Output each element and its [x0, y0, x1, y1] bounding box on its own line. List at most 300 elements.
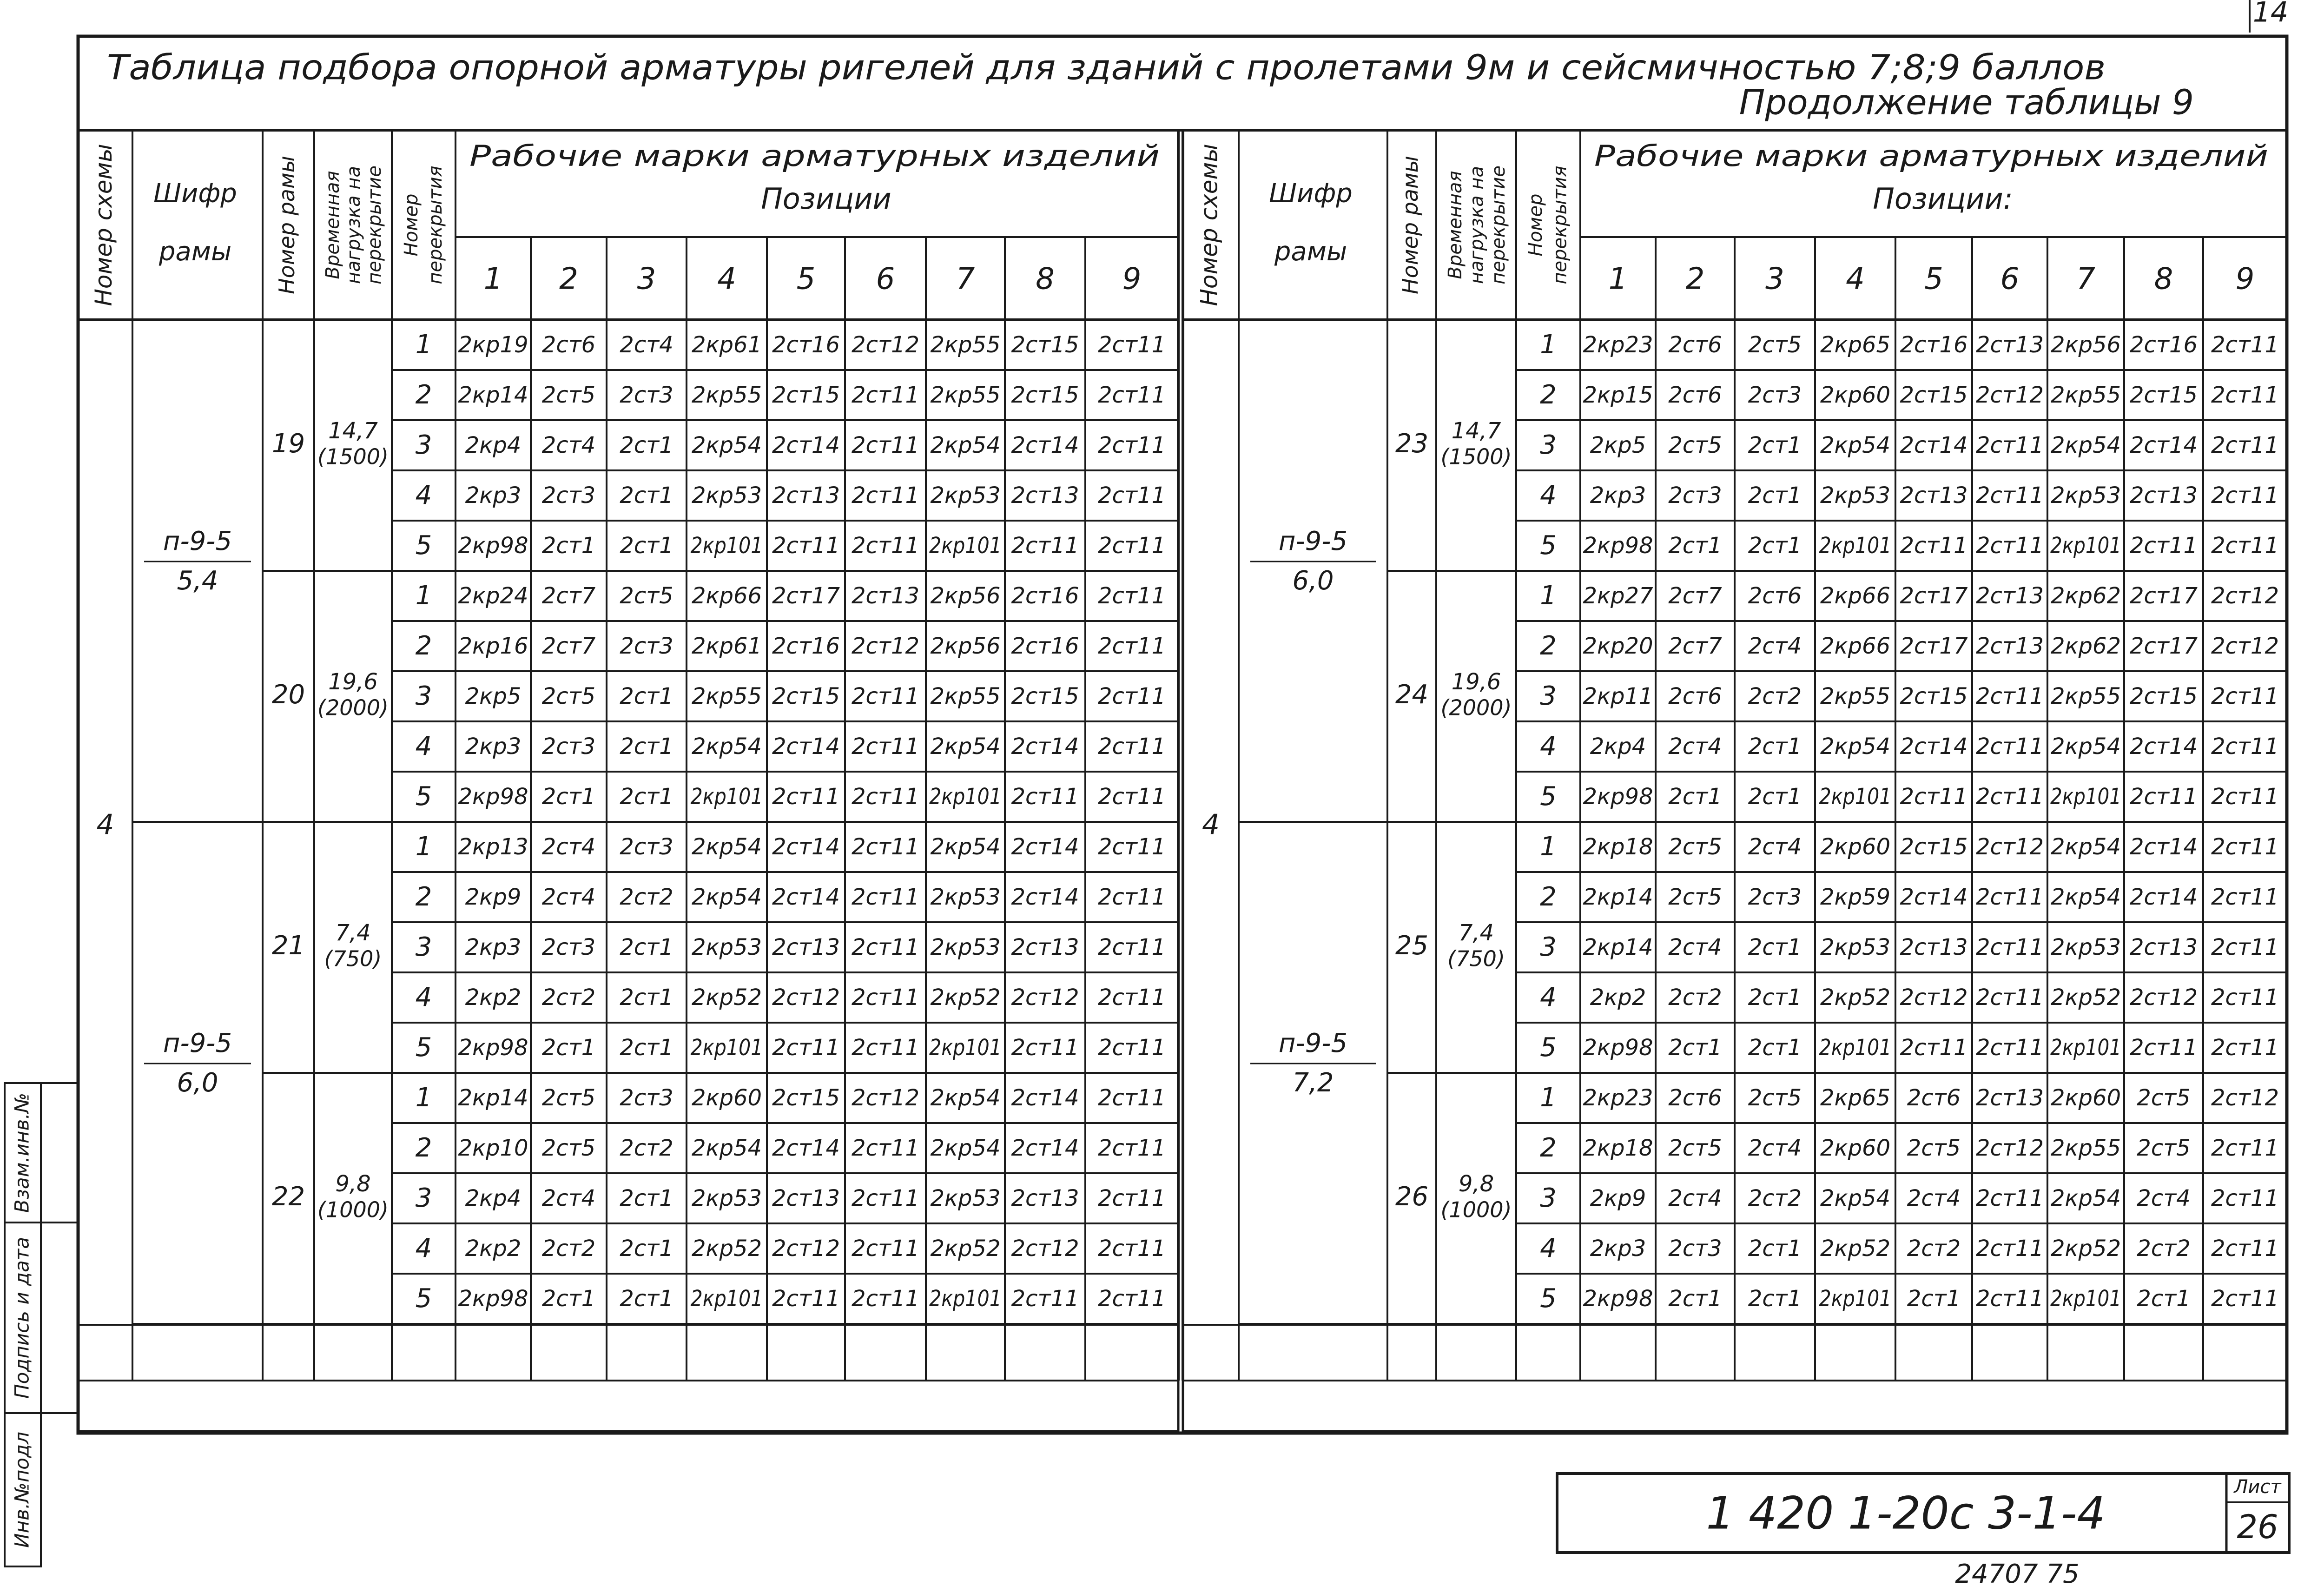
mark-cell: 2кр98: [1583, 1035, 1653, 1061]
mark-cell: 2ст1: [1748, 734, 1802, 760]
load-kgf: (1000): [1440, 1197, 1512, 1223]
mark-cell: 2ст3: [1748, 382, 1802, 408]
mark-cell: 2кр59: [1820, 884, 1891, 910]
mark-cell: 2ст11: [2211, 734, 2279, 760]
header-load: нагрузка на: [1466, 165, 1488, 284]
mark-cell: 2ст11: [1900, 784, 1968, 810]
mark-cell: 2ст3: [541, 934, 596, 960]
position-number: 2: [559, 262, 578, 297]
mark-cell: 2ст1: [1748, 533, 1802, 559]
mark-cell: 2кр101: [1819, 1286, 1892, 1312]
mark-cell: 2ст13: [1011, 1185, 1079, 1211]
mark-cell: 2ст11: [852, 1236, 919, 1262]
mark-cell: 2ст17: [772, 583, 840, 609]
page-number: 14: [2252, 0, 2289, 29]
frame-code-bottom: 5,4: [177, 566, 218, 596]
mark-cell: 2кр52: [1820, 1236, 1891, 1262]
position-number: 5: [796, 262, 816, 297]
header-load: перекрытие: [363, 165, 385, 284]
mark-cell: 2ст5: [541, 1085, 596, 1111]
mark-cell: 2кр4: [1590, 734, 1646, 760]
mark-cell: 2кр53: [930, 482, 1001, 509]
mark-cell: 2ст13: [1900, 482, 1968, 509]
mark-cell: 2ст1: [541, 784, 596, 810]
mark-cell: 2ст13: [2130, 482, 2198, 509]
mark-cell: 2ст1: [620, 934, 673, 960]
position-number: 4: [1846, 262, 1865, 297]
mark-cell: 2ст11: [772, 1286, 840, 1312]
mark-cell: 2кр61: [691, 332, 762, 358]
mark-cell: 2ст1: [620, 432, 673, 458]
mark-cell: 2ст6: [1668, 683, 1722, 709]
floor-number: 1: [415, 581, 432, 611]
mark-cell: 2ст11: [852, 884, 919, 910]
position-number: 4: [717, 262, 736, 297]
mark-cell: 2ст11: [2211, 382, 2279, 408]
mark-cell: 2кр2: [1590, 985, 1646, 1011]
mark-cell: 2ст5: [1907, 1135, 1961, 1161]
frame-code-top: п-9-5: [1278, 1028, 1348, 1059]
mark-cell: 2ст4: [1748, 1135, 1802, 1161]
mark-cell: 2кр5: [1590, 432, 1646, 458]
mark-cell: 2ст16: [1011, 583, 1079, 609]
mark-cell: 2ст11: [1976, 1185, 2044, 1211]
mark-cell: 2ст14: [1900, 734, 1968, 760]
mark-cell: 2ст16: [2130, 332, 2198, 358]
mark-cell: 2ст4: [620, 332, 673, 358]
stamp-original-inv: Инв.№подл: [10, 1432, 33, 1548]
mark-cell: 2ст11: [1098, 985, 1166, 1011]
mark-cell: 2ст13: [1011, 482, 1079, 509]
mark-cell: 2ст11: [1098, 1185, 1166, 1211]
mark-cell: 2ст15: [772, 382, 840, 408]
mark-cell: 2ст13: [1976, 583, 2044, 609]
load-value: 9,8: [1458, 1171, 1494, 1197]
mark-cell: 2ст11: [1976, 432, 2044, 458]
mark-cell: 2ст11: [1098, 683, 1166, 709]
mark-cell: 2ст12: [852, 1085, 919, 1111]
mark-cell: 2ст11: [1098, 382, 1166, 408]
mark-cell: 2кр101: [2050, 1035, 2121, 1061]
floor-number: 2: [1540, 631, 1557, 661]
mark-cell: 2ст5: [620, 583, 673, 609]
mark-cell: 2ст1: [1748, 934, 1802, 960]
mark-cell: 2кр15: [1583, 382, 1653, 408]
mark-cell: 2кр101: [929, 1286, 1002, 1312]
scheme-number: 4: [1202, 808, 1220, 841]
floor-number: 2: [415, 380, 432, 410]
mark-cell: 2ст13: [772, 1185, 840, 1211]
mark-cell: 2кр53: [691, 482, 762, 509]
mark-cell: 2ст6: [1668, 1085, 1722, 1111]
mark-cell: 2кр98: [1583, 784, 1653, 810]
mark-cell: 2кр54: [2050, 834, 2121, 860]
mark-cell: 2кр52: [930, 1236, 1001, 1262]
mark-cell: 2ст11: [772, 533, 840, 559]
mark-cell: 2ст11: [1098, 834, 1166, 860]
mark-cell: 2ст1: [1668, 1286, 1722, 1312]
position-number: 5: [1924, 262, 1943, 297]
mark-cell: 2кр66: [691, 583, 762, 609]
mark-cell: 2ст12: [852, 633, 919, 659]
frame-number: 25: [1395, 931, 1429, 961]
header-floor-no: перекрытия: [1549, 165, 1571, 284]
mark-cell: 2ст11: [852, 985, 919, 1011]
frame-code-top: п-9-5: [163, 526, 232, 557]
mark-cell: 2кр60: [1820, 382, 1891, 408]
mark-cell: 2ст4: [2137, 1185, 2191, 1211]
sheet-label: Лист: [2234, 1476, 2281, 1498]
floor-number: 4: [1540, 1233, 1557, 1264]
frame-number: 21: [271, 931, 305, 961]
mark-cell: 2ст14: [772, 432, 840, 458]
mark-cell: 2ст14: [1900, 432, 1968, 458]
stamp-signature-date: Подпись и дата: [10, 1237, 33, 1399]
mark-cell: 2ст11: [1098, 482, 1166, 509]
header-working-marks: Рабочие марки арматурных изделий: [1594, 139, 2268, 173]
mark-cell: 2ст1: [620, 533, 673, 559]
floor-number: 1: [1540, 330, 1557, 360]
mark-cell: 2ст11: [1098, 734, 1166, 760]
mark-cell: 2кр54: [2050, 432, 2121, 458]
mark-cell: 2ст11: [1976, 533, 2044, 559]
mark-cell: 2ст14: [2130, 432, 2198, 458]
sheet-number: 26: [2237, 1508, 2278, 1546]
mark-cell: 2ст1: [541, 533, 596, 559]
mark-cell: 2ст11: [1976, 884, 2044, 910]
position-number: 9: [2235, 262, 2255, 297]
mark-cell: 2ст11: [1098, 432, 1166, 458]
mark-cell: 2ст1: [620, 985, 673, 1011]
load-value: 7,4: [335, 920, 371, 946]
mark-cell: 2ст11: [1976, 734, 2044, 760]
mark-cell: 2кр98: [1583, 533, 1653, 559]
mark-cell: 2кр4: [465, 1185, 522, 1211]
mark-cell: 2ст1: [1748, 985, 1802, 1011]
floor-number: 1: [415, 1083, 432, 1113]
mark-cell: 2кр53: [1820, 934, 1891, 960]
mark-cell: 2ст11: [2211, 533, 2279, 559]
mark-cell: 2кр101: [690, 1035, 763, 1061]
floor-number: 4: [1540, 731, 1557, 762]
mark-cell: 2ст1: [620, 1236, 673, 1262]
mark-cell: 2ст1: [1907, 1286, 1961, 1312]
mark-cell: 2ст13: [1976, 633, 2044, 659]
mark-cell: 2кр55: [1820, 683, 1891, 709]
mark-cell: 2кр23: [1583, 1085, 1653, 1111]
mark-cell: 2ст4: [1668, 934, 1722, 960]
floor-number: 4: [415, 480, 432, 511]
mark-cell: 2кр52: [2050, 985, 2121, 1011]
load-kgf: (2000): [1440, 695, 1512, 720]
mark-cell: 2ст6: [1907, 1085, 1961, 1111]
mark-cell: 2ст5: [541, 382, 596, 408]
mark-cell: 2ст1: [1668, 1035, 1722, 1061]
mark-cell: 2ст11: [2211, 934, 2279, 960]
mark-cell: 2ст15: [1011, 332, 1079, 358]
mark-cell: 2ст11: [1011, 1035, 1079, 1061]
mark-cell: 2кр101: [929, 533, 1002, 559]
mark-cell: 2ст11: [852, 382, 919, 408]
mark-cell: 2ст1: [620, 1035, 673, 1061]
mark-cell: 2кр54: [930, 432, 1001, 458]
mark-cell: 2кр60: [1820, 1135, 1891, 1161]
load-value: 7,4: [1458, 920, 1494, 946]
mark-cell: 2ст6: [541, 332, 596, 358]
mark-cell: 2кр55: [2050, 382, 2121, 408]
mark-cell: 2ст12: [1976, 834, 2044, 860]
floor-number: 4: [415, 1233, 432, 1264]
mark-cell: 2ст14: [1011, 734, 1079, 760]
mark-cell: 2ст13: [1011, 934, 1079, 960]
header-load: перекрытие: [1487, 165, 1509, 284]
mark-cell: 2кр3: [465, 482, 522, 509]
mark-cell: 2кр14: [1583, 934, 1653, 960]
mark-cell: 2ст5: [1748, 1085, 1802, 1111]
mark-cell: 2ст4: [541, 432, 596, 458]
header-scheme-no: Номер схемы: [1195, 144, 1223, 306]
mark-cell: 2кр101: [2050, 1286, 2121, 1312]
mark-cell: 2ст11: [1976, 784, 2044, 810]
mark-cell: 2ст11: [1098, 1035, 1166, 1061]
load-kgf: (750): [1447, 946, 1505, 971]
mark-cell: 2кр53: [691, 934, 762, 960]
mark-cell: 2кр54: [691, 734, 762, 760]
mark-cell: 2ст14: [2130, 884, 2198, 910]
frame-code-bottom: 6,0: [177, 1068, 218, 1098]
mark-cell: 2ст11: [852, 784, 919, 810]
mark-cell: 2ст11: [852, 1185, 919, 1211]
position-number: 3: [637, 262, 656, 297]
mark-cell: 2ст11: [2211, 834, 2279, 860]
frame-number: 26: [1395, 1182, 1429, 1212]
mark-cell: 2кр53: [930, 884, 1001, 910]
mark-cell: 2ст1: [1748, 432, 1802, 458]
load-kgf: (1000): [317, 1197, 389, 1223]
frame-number: 23: [1395, 429, 1429, 459]
mark-cell: 2кр54: [930, 1135, 1001, 1161]
mark-cell: 2кр66: [1820, 633, 1891, 659]
mark-cell: 2ст13: [852, 583, 919, 609]
mark-cell: 2ст4: [541, 834, 596, 860]
mark-cell: 2кр16: [458, 633, 528, 659]
mark-cell: 2ст11: [2211, 1135, 2279, 1161]
mark-cell: 2ст11: [852, 432, 919, 458]
floor-number: 5: [1540, 1283, 1557, 1314]
header-floor-no: перекрытия: [424, 165, 446, 284]
mark-cell: 2кр54: [2050, 734, 2121, 760]
floor-number: 5: [1540, 1032, 1557, 1063]
mark-cell: 2кр55: [2050, 1135, 2121, 1161]
mark-cell: 2кр65: [1820, 332, 1891, 358]
load-kgf: (1500): [1440, 444, 1512, 469]
position-number: 8: [1036, 262, 1055, 297]
header-frame-code: рамы: [158, 237, 232, 267]
load-kgf: (2000): [317, 695, 389, 720]
floor-number: 3: [1540, 1183, 1557, 1214]
mark-cell: 2ст5: [2137, 1135, 2191, 1161]
archive-number: 24707 75: [1955, 1559, 2080, 1586]
mark-cell: 2кр54: [691, 432, 762, 458]
stamp-replacement-inv: Взам.инв.№: [10, 1092, 33, 1213]
mark-cell: 2ст7: [1668, 633, 1722, 659]
floor-number: 3: [415, 681, 432, 712]
mark-cell: 2ст15: [2130, 382, 2198, 408]
frame-number: 22: [271, 1182, 305, 1212]
mark-cell: 2ст1: [1668, 784, 1722, 810]
mark-cell: 2ст12: [1976, 382, 2044, 408]
mark-cell: 2ст3: [620, 633, 673, 659]
mark-cell: 2ст1: [1748, 1236, 1802, 1262]
mark-cell: 2ст7: [541, 583, 596, 609]
mark-cell: 2кр98: [458, 533, 528, 559]
mark-cell: 2кр55: [930, 683, 1001, 709]
frame-code-bottom: 7,2: [1292, 1068, 1334, 1098]
mark-cell: 2кр54: [2050, 1185, 2121, 1211]
header-floor-no: Номер: [1525, 193, 1547, 257]
floor-number: 2: [1540, 882, 1557, 912]
mark-cell: 2кр55: [930, 382, 1001, 408]
mark-cell: 2ст11: [2211, 1185, 2279, 1211]
scheme-number: 4: [96, 808, 114, 841]
mark-cell: 2ст13: [2130, 934, 2198, 960]
mark-cell: 2ст1: [1748, 784, 1802, 810]
mark-cell: 2кр101: [690, 533, 763, 559]
mark-cell: 2ст3: [541, 734, 596, 760]
mark-cell: 2ст1: [541, 1286, 596, 1312]
mark-cell: 2ст11: [852, 734, 919, 760]
mark-cell: 2ст3: [1668, 1236, 1722, 1262]
mark-cell: 2кр101: [690, 1286, 763, 1312]
mark-cell: 2ст11: [852, 1286, 919, 1312]
floor-number: 2: [1540, 1133, 1557, 1163]
mark-cell: 2ст15: [1011, 382, 1079, 408]
mark-cell: 2ст12: [2211, 583, 2279, 609]
mark-cell: 2ст2: [1748, 683, 1802, 709]
mark-cell: 2ст14: [772, 884, 840, 910]
mark-cell: 2ст11: [2211, 1236, 2279, 1262]
mark-cell: 2кр60: [691, 1085, 762, 1111]
mark-cell: 2ст4: [1748, 834, 1802, 860]
mark-cell: 2ст2: [541, 1236, 596, 1262]
header-load: нагрузка на: [343, 165, 364, 284]
mark-cell: 2кр98: [458, 1286, 528, 1312]
mark-cell: 2ст4: [1668, 1185, 1722, 1211]
mark-cell: 2кр62: [2050, 583, 2121, 609]
mark-cell: 2кр9: [1590, 1185, 1646, 1211]
mark-cell: 2кр53: [930, 934, 1001, 960]
mark-cell: 2ст1: [620, 734, 673, 760]
mark-cell: 2кр54: [1820, 734, 1891, 760]
mark-cell: 2ст11: [1976, 985, 2044, 1011]
table-title: Таблица подбора опорной арматуры ригелей для зданий с пролетами 9м и сейсмичностью 7;8;9 баллов: [107, 47, 2106, 88]
position-number: 6: [876, 262, 895, 297]
mark-cell: 2ст11: [2211, 985, 2279, 1011]
mark-cell: 2ст12: [772, 985, 840, 1011]
mark-cell: 2ст11: [2130, 784, 2198, 810]
mark-cell: 2кр3: [1590, 482, 1646, 509]
mark-cell: 2ст11: [1098, 1236, 1166, 1262]
position-number: 2: [1685, 262, 1705, 297]
mark-cell: 2ст6: [1668, 332, 1722, 358]
mark-cell: 2ст12: [1011, 985, 1079, 1011]
mark-cell: 2ст5: [1668, 834, 1722, 860]
mark-cell: 2ст1: [620, 1286, 673, 1312]
floor-number: 2: [415, 631, 432, 661]
mark-cell: 2ст14: [1011, 834, 1079, 860]
mark-cell: 2ст11: [1976, 683, 2044, 709]
header-frame-no: Номер рамы: [274, 156, 299, 294]
mark-cell: 2кр56: [930, 583, 1001, 609]
mark-cell: 2кр101: [929, 784, 1002, 810]
mark-cell: 2ст15: [772, 683, 840, 709]
mark-cell: 2ст11: [2130, 1035, 2198, 1061]
mark-cell: 2кр3: [465, 934, 522, 960]
floor-number: 5: [415, 1032, 432, 1063]
position-number: 8: [2154, 262, 2173, 297]
mark-cell: 2ст17: [2130, 633, 2198, 659]
mark-cell: 2кр2: [465, 1236, 522, 1262]
floor-number: 2: [415, 882, 432, 912]
mark-cell: 2ст11: [1976, 934, 2044, 960]
mark-cell: 2ст11: [1098, 332, 1166, 358]
mark-cell: 2кр56: [2050, 332, 2121, 358]
header-frame-no: Номер рамы: [1398, 156, 1423, 294]
load-kgf: (750): [324, 946, 382, 971]
mark-cell: 2кр101: [2050, 533, 2121, 559]
mark-cell: 2кр24: [458, 583, 528, 609]
mark-cell: 2ст15: [1900, 683, 1968, 709]
mark-cell: 2ст12: [1900, 985, 1968, 1011]
mark-cell: 2кр14: [458, 382, 528, 408]
mark-cell: 2ст11: [1098, 884, 1166, 910]
mark-cell: 2кр55: [691, 382, 762, 408]
mark-cell: 2ст5: [541, 1135, 596, 1161]
mark-cell: 2ст5: [1668, 1135, 1722, 1161]
mark-cell: 2ст2: [1748, 1185, 1802, 1211]
mark-cell: 2ст1: [620, 683, 673, 709]
header-frame-code: рамы: [1274, 237, 1347, 267]
mark-cell: 2кр4: [465, 432, 522, 458]
mark-cell: 2ст11: [852, 683, 919, 709]
mark-cell: 2ст7: [541, 633, 596, 659]
mark-cell: 2ст14: [772, 1135, 840, 1161]
mark-cell: 2ст11: [1976, 1286, 2044, 1312]
position-number: 7: [2076, 262, 2095, 297]
mark-cell: 2ст11: [1011, 533, 1079, 559]
floor-number: 1: [415, 330, 432, 360]
frame-number: 20: [271, 680, 305, 710]
mark-cell: 2ст11: [1976, 1035, 2044, 1061]
position-number: 9: [1122, 262, 1142, 297]
mark-cell: 2ст15: [1011, 683, 1079, 709]
header-positions: Позиции: [761, 182, 891, 216]
mark-cell: 2ст17: [1900, 583, 1968, 609]
mark-cell: 2кр60: [1820, 834, 1891, 860]
mark-cell: 2кр54: [930, 834, 1001, 860]
mark-cell: 2кр54: [2050, 884, 2121, 910]
mark-cell: 2ст11: [1976, 1236, 2044, 1262]
mark-cell: 2ст11: [2130, 533, 2198, 559]
header-frame-code: Шифр: [153, 178, 237, 209]
mark-cell: 2ст1: [1748, 482, 1802, 509]
table-subtitle: Продолжение таблицы 9: [1739, 82, 2194, 123]
mark-cell: 2ст11: [2211, 884, 2279, 910]
floor-number: 3: [415, 430, 432, 461]
floor-number: 1: [415, 832, 432, 862]
mark-cell: 2ст13: [1976, 332, 2044, 358]
load-value: 9,8: [335, 1171, 371, 1197]
